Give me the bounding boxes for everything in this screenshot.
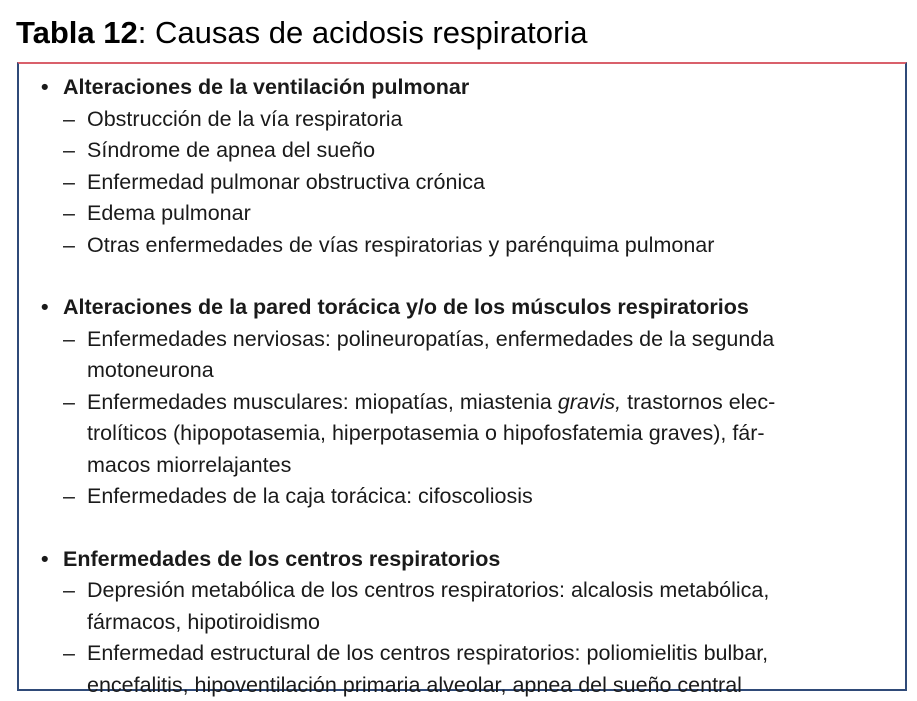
dash-icon: –: [63, 104, 75, 136]
list-item-line: trolíticos (hipopotasemia, hiperpotasemia o hipofosfatemia graves), fár-: [87, 418, 895, 450]
bullet-icon: •: [41, 72, 49, 104]
dash-icon: –: [63, 230, 75, 262]
section-heading: [39, 292, 895, 324]
dash-icon: –: [63, 167, 75, 199]
section-respiratory-centers: [39, 544, 895, 701]
list-item-text: Obstrucción de la vía respiratoria: [87, 107, 402, 131]
bullet-icon: •: [41, 292, 49, 324]
section-chest-wall: [39, 292, 895, 513]
list-item-text: Enfermedades musculares: miopatías, miastenia: [87, 390, 558, 414]
table-title: [16, 14, 588, 52]
list-item-line: fármacos, hipotiroidismo: [87, 607, 895, 639]
list-item: [39, 481, 895, 513]
section-heading-text: Alteraciones de la pared torácica y/o de los músculos respiratorios: [63, 295, 749, 319]
list-item: [39, 638, 895, 701]
dash-icon: –: [63, 575, 75, 607]
list-item-line: macos miorrelajantes: [87, 450, 895, 482]
dash-icon: –: [63, 638, 75, 670]
list-item-italic-text: gravis,: [558, 390, 621, 414]
section-heading: [39, 544, 895, 576]
table-box: [17, 62, 907, 691]
list-item: [39, 167, 895, 199]
dash-icon: –: [63, 198, 75, 230]
list-item: [39, 324, 895, 387]
list-item: [39, 230, 895, 262]
title-separator: :: [138, 15, 147, 50]
list-item: [39, 104, 895, 136]
list-item: [39, 198, 895, 230]
dash-icon: –: [63, 387, 75, 419]
list-item: [39, 575, 895, 638]
section-ventilation: [39, 72, 895, 261]
dash-icon: –: [63, 324, 75, 356]
list-item-text: Otras enfermedades de vías respiratorias y parénquima pulmonar: [87, 233, 714, 257]
list-item-text: Enfermedad pulmonar obstructiva crónica: [87, 170, 485, 194]
list-item-text: Enfermedades de la caja torácica: cifoscoliosis: [87, 484, 533, 508]
list-item-line: encefalitis, hipoventilación primaria alveolar, apnea del sueño central: [87, 670, 895, 701]
list-item-line: [87, 387, 895, 419]
list-item-line: Depresión metabólica de los centros respiratorios: alcalosis metabólica,: [87, 575, 895, 607]
table-caption: Causas de acidosis respiratoria: [146, 15, 587, 50]
dash-icon: –: [63, 481, 75, 513]
section-heading-text: Alteraciones de la ventilación pulmonar: [63, 75, 469, 99]
bullet-icon: •: [41, 544, 49, 576]
list-item-line: motoneurona: [87, 355, 895, 387]
list-item-text: Edema pulmonar: [87, 201, 251, 225]
list-item: [39, 135, 895, 167]
list-item-text: Síndrome de apnea del sueño: [87, 138, 375, 162]
list-item-text: trastornos elec-: [621, 390, 775, 414]
section-heading: [39, 72, 895, 104]
list-item-line: Enfermedad estructural de los centros respiratorios: poliomielitis bulbar,: [87, 638, 895, 670]
list-item-line: Enfermedades nerviosas: polineuropatías, enfermedades de la segunda: [87, 324, 895, 356]
section-heading-text: Enfermedades de los centros respiratorios: [63, 547, 500, 571]
dash-icon: –: [63, 135, 75, 167]
list-item: [39, 387, 895, 482]
table-content: [39, 72, 895, 701]
table-number: Tabla 12: [16, 15, 138, 50]
